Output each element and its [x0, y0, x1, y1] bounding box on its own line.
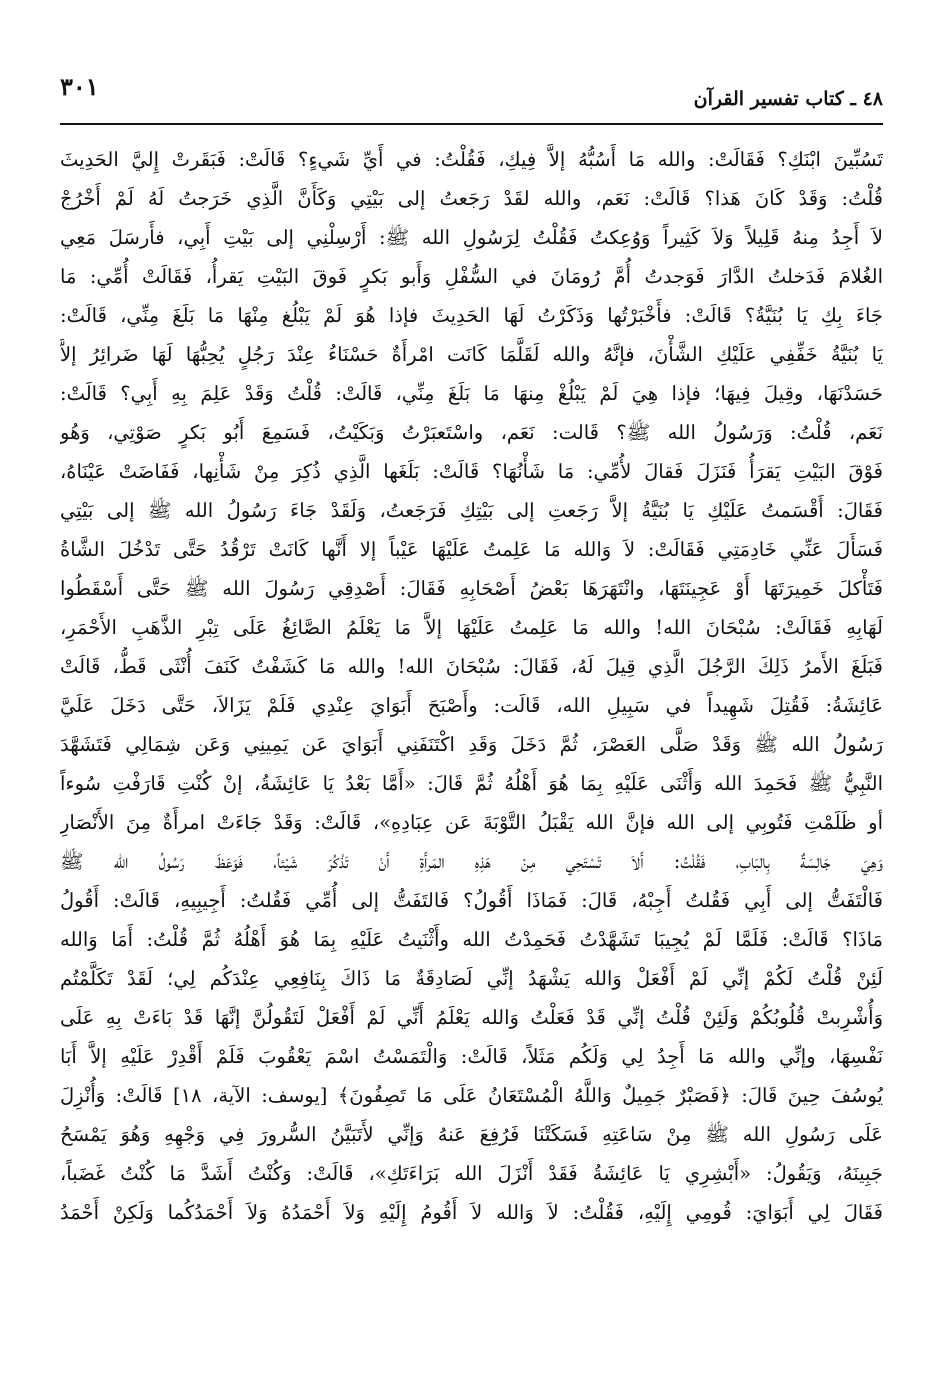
page-number: ٣٠١	[60, 72, 99, 101]
text-line: فَالْتَفَتُّ إلى أَبِي فَقُلتُ أَجِبْهُ، قَالَ: فَمَاذَا أَقُولُ؟ فَالتَفَتُّ إلى أُمِّي فَقُلتُ: أَجِيبِيهِ، قَالَتْ: أَقُولُ	[60, 889, 883, 912]
text-line: لَهَابِهِ فَقَالَتْ: سُبْحَانَ الله! والله مَا عَلِمتُ عَلَيْهَا إلاَّ مَا يَعْلَمُ الصَّائِغُ عَلَى تِبْرِ الذَّهَبِ الأَحْمَرِ،	[60, 616, 883, 639]
text-line: تَسُبِّينَ ابْنَكِ؟ فَقَالَتْ: والله مَا أَسُبُّهُ إلاَّ فِيكِ، فَقُلْتُ: في أَيِّ شَيءٍ؟ قَالَتْ: فَبَقَرتْ إِليَّ الحَدِيثَ	[60, 148, 883, 171]
text-line: فَقَالَ: أَقْسَمتُ عَلَيْكِ يَا بُنَيَّةُ إلاَّ رَجَعتِ إلى بَيْتِكِ فَرَجَعتُ، وَلَقَدْ جَاءَ رَسُولُ الله ﷺ إلى بَيْتِي	[60, 499, 883, 522]
text-line: فَقَالَ لِي أَبَوَايَ: قُومِي إِلَيْهِ، فَقُلْتُ: لاَ وَالله لاَ أَقُومُ إِلَيْهِ وَلاَ أَحْمَدُهُ وَلاَ أَحْمَدُكُما وَلَكِنْ أَحْمَدُ	[60, 1201, 883, 1224]
text-line: فَوْقَ البَيْتِ يَقرَأُ فَنَزَلَ فَقالَ لأُمِّي: مَا شَأْنُهَا؟ قَالَتْ: بَلَغَها الَّذِي ذُكِرَ مِنْ شَأْنِها، فَفَاضَتْ عَيْنَاهُ،	[60, 460, 883, 483]
text-line: وَهِيَ جَالِسَةٌ بِالبَابِ، فَقُلْتُ: أَلاَ تَسْتَحِي مِنْ هَذِهِ المَرأَةِ أَنْ تَذْكُرَ شَيْئاً، فَوَعَظَ رَسُولُ الله ﷺ	[60, 850, 883, 873]
text-line: مَاذَا؟ قَالَتْ: فَلَمَّا لَمْ يُجِيبَا تَشَهَّدْتُ فَحَمِدْتُ الله وأَثْنَيتُ عَلَيْهِ بِمَا هُوَ أَهْلُهُ ثُمَّ قُلْتُ: أَمَا وَالله	[60, 928, 883, 951]
text-line: رَسُولُ الله ﷺ وَقَدْ صَلَّى العَصْرَ، ثُمَّ دَخَلَ وَقَدِ اكْتَنَفَنِي أَبَوَايَ عَن يَمِينِي وَعَن شِمَالِي فَتَشَهَّدَ	[60, 733, 883, 756]
text-line: فَتَأْكلَ خَمِيرَتَهَا أَوْ عَجِينَتَهَا، وانْتَهَرَهَا بَعْضُ أَصْحَابِهِ فَقَالَ: أَصْدِقِي رَسُولَ الله ﷺ حَتَّى أَسْقَطُوا	[60, 577, 883, 600]
text-line: جَبِينَهُ، وَيَقُولُ: «أَبْشِرِي يَا عَائِشَةُ فَقَدْ أَنْزَلَ الله بَرَاءَتَكِ»، قَالَتْ: وَكُنْتُ أَشَدَّ مَا كُنْتُ غَضَباً،	[60, 1162, 883, 1185]
text-line: يَا بُنَيَّةُ خَفِّفِي عَلَيْكِ الشَّأْنَ، فإنَّهُ والله لَقَلَّمَا كَانَت امْرأَةٌ حَسْنَاءُ عِنْدَ رَجُلٍ يُحِبُّهَا لَهَا ضَرائِرُ إلاَّ	[60, 343, 883, 366]
text-line: فَبَلَغَ الأَمرُ ذَلِكَ الرَّجُلَ الَّذِي قِيلَ لَهُ، فَقَالَ: سُبْحَانَ الله! والله مَا كَشَفْتُ كَنَفَ أُنْثَى قَطُّ، قَالَتْ	[60, 655, 883, 678]
text-line: عَائِشَةُ: فَقُتِلَ شَهِيداً في سَبِيلِ الله، قَالَت: وأَصْبَحَ أَبَوَايَ عِنْدِي فَلَمْ يَزَالاَ، حَتَّى دَخَلَ عَلَيَّ	[60, 694, 883, 717]
text-line: نَفْسِهَا، وإنِّي والله مَا أَجِدُ لِي وَلَكُم مَثَلاً، قَالَتْ: وَالْتَمَسْتُ اسْمَ يَعْقُوبَ فَلَمْ أَقْدِرْ عَلَيْهِ إلاَّ أَبَا	[60, 1045, 883, 1068]
text-line: وَأُشْرِبتْ قُلُوبُكُمْ وَلَئِنْ قُلْتُ إنِّي قَدْ فَعَلْتُ وَالله يَعْلَمُ أَنِّي لَمْ أَفْعَلْ لَتَقُولُنَّ إنَّهَا قَدْ بَاءَتْ بِهِ عَلَى	[60, 1006, 883, 1029]
header-divider	[60, 123, 883, 125]
text-line: النَّبِيُّ ﷺ فَحَمِدَ الله وَأَثْنَى عَلَيْهِ بِمَا هُوَ أَهْلُهُ ثُمَّ قَالَ: «أَمَّا بَعْدُ يَا عَائِشَةُ، إنْ كُنْتِ قَارَفْتِ سُوءاً	[60, 772, 883, 795]
text-line: الغُلامَ فَدَخلتُ الدَّارَ فَوَجدتُ أُمَّ رُومَانَ في السُّفْلِ وَأَبو بَكرٍ فَوقَ البَيْتِ يَقرأُ، فَقَالَتْ أُمِّي: مَا	[60, 265, 883, 288]
text-line: عَلَى رَسُولِ الله ﷺ مِنْ سَاعَتِهِ فَسَكَتْنَا فَرُفِعَ عَنهُ وَإنِّي لأَتَبَيَّنُ السُّرورَ فِي وَجْهِهِ وَهُوَ يَمْسَحُ	[60, 1123, 883, 1146]
text-line: أو ظَلَمْتِ فَتُوبِي إلى الله فإنَّ الله يَقْبَلُ التَّوْبَةَ عَن عِبَادِهِ»، قَالَتْ: وَقَدْ جَاءَتْ امرأَةٌ مِنَ الأَنْصَارِ	[60, 811, 883, 834]
text-line: جَاءَ بِكِ يَا بُنَيَّةُ؟ قَالَتْ: فأَخْبَرْتُها وَذَكَرْتُ لَهَا الحَدِيثَ فإذا هُوَ لَمْ يَبْلُغ مِنْهَا مَا بَلَغَ مِنِّي، قَالَتْ:	[60, 304, 883, 327]
page-header	[60, 70, 883, 114]
text-line: لَئِنْ قُلْتُ لَكُمْ إنِّي لَمْ أَفْعَلْ وَالله يَشْهَدُ إنِّي لَصَادِقَةٌ مَا ذَاكَ بِنَافِعِي عِنْدَكُم لِي؛ لَقَدْ تَكَلَّمْتُم	[60, 967, 883, 990]
text-line: فَسَأَلَ عَنِّي خَادِمَتِي فَقَالَتْ: لاَ وَالله مَا عَلِمتُ عَلَيْهَا عَيْباً إلا أَنَّها كَانَتْ تَرْقُدُ حَتَّى تَدْخُلَ الشَّاةُ	[60, 538, 883, 561]
running-title: ٤٨ ـ كتاب تفسير القرآن	[693, 88, 883, 110]
body-text	[60, 140, 883, 1232]
text-line: يُوسُفَ حِينَ قَالَ: ﴿فَصَبْرٌ جَمِيلٌ وَاللَّهُ الْمُسْتَعَانُ عَلَى مَا تَصِفُونَ﴾ [يوسف: الآية، ١٨] قَالَتْ: وَأُنْزِلَ	[60, 1084, 883, 1107]
text-line: نَعَم، قُلْتُ: وَرَسُولُ الله ﷺ؟ قَالت: نَعَم، واسْتَعبَرْتُ وَبَكَيْتُ، فَسَمِعَ أَبُو بَكرٍ صَوْتِي، وَهُو	[60, 421, 883, 444]
text-line: قُلْتُ: وَقَدْ كَانَ هَذا؟ قَالَتْ: نَعَم، والله لقَدْ رَجَعتُ إلى بَيْتِي وَكَأَنَّ الَّذِي خَرَجتُ لَهُ لَمْ أَخْرُجْ	[60, 187, 883, 210]
text-line: لاَ أَجِدُ مِنهُ قَلِيلاً وَلاَ كَثِيراً وَوُعِكتُ فَقُلْتُ لِرَسُولِ الله ﷺ: أَرْسِلْنِي إلى بَيْتِ أَبِي، فأَرسَلَ مَعِي	[60, 226, 883, 249]
text-line: حَسَدْنَهَا، وقِيلَ فِيهَا؛ فإذا هِيَ لَمْ يَبْلُغْ مِنهَا مَا بَلَغَ مِنِّي، قَالَتْ: قُلْتُ وَقَدْ عَلِمَ بِهِ أَبِي؟ قَالَتْ:	[60, 382, 883, 405]
